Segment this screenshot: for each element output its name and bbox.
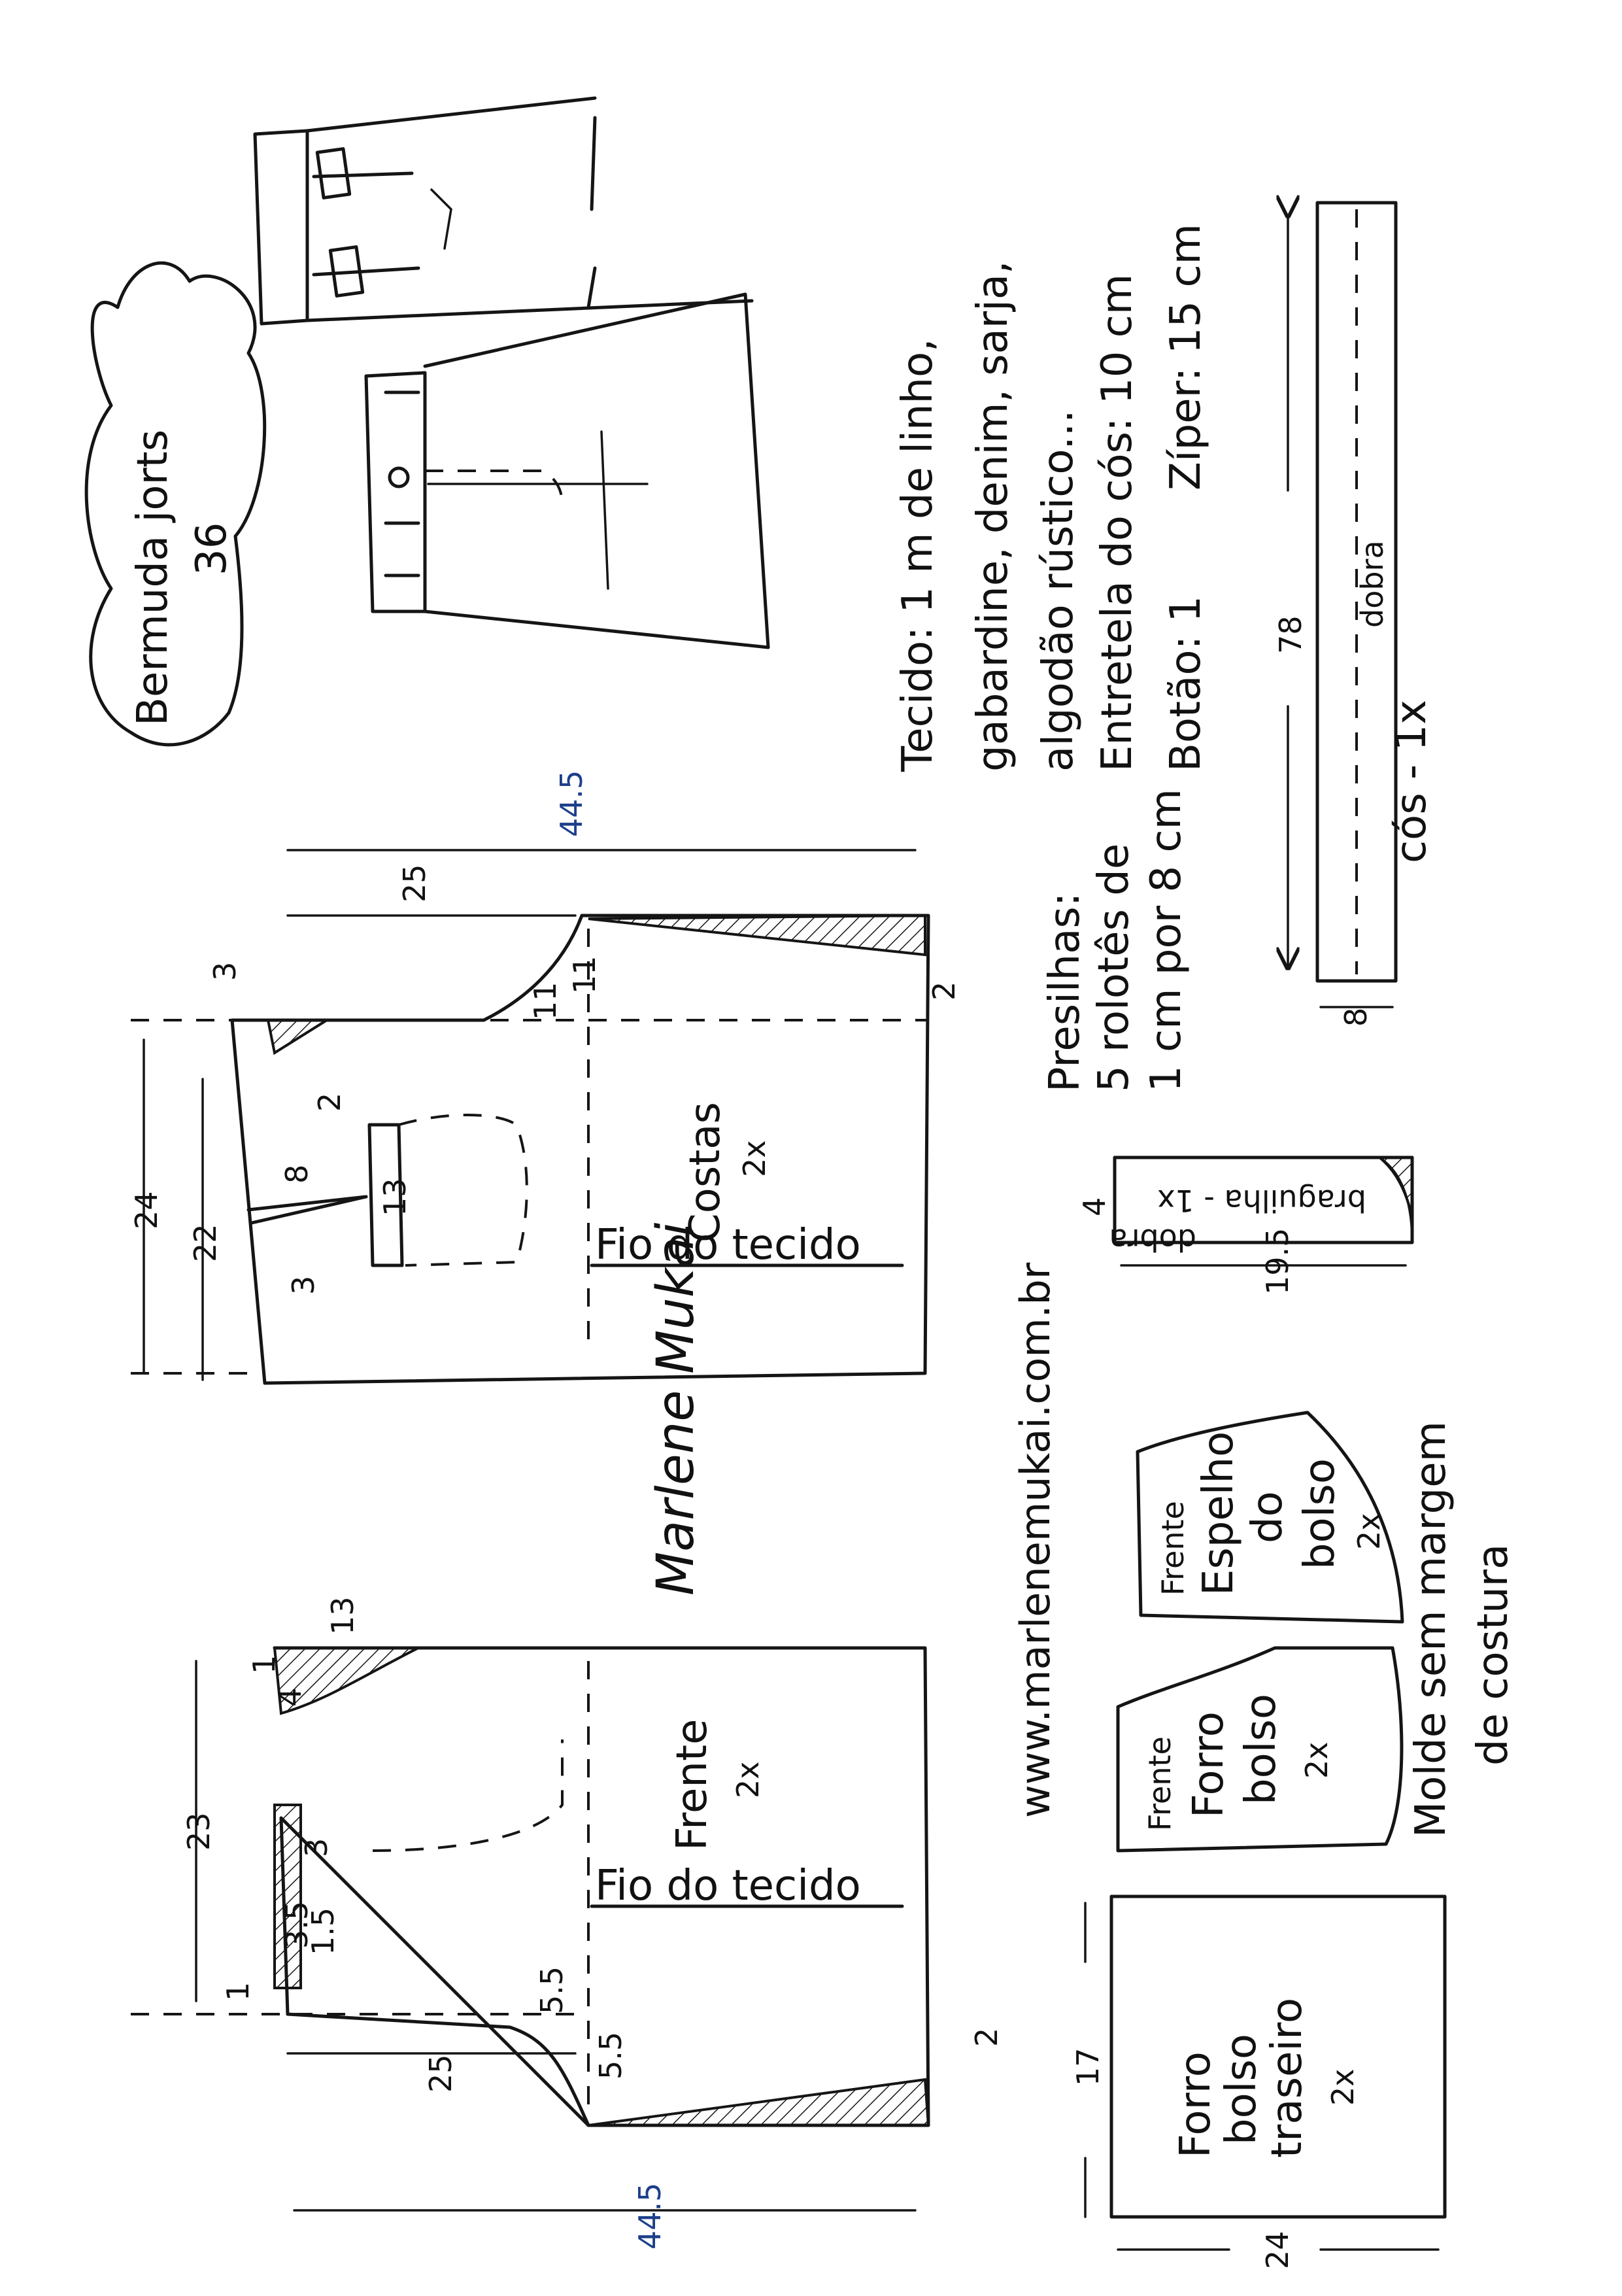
frente-d55a: 5.5 — [534, 1966, 569, 2014]
presilhas-line3: 1 cm por 8 cm — [1142, 789, 1191, 1092]
costas-pocket-h: 8 — [279, 1164, 314, 1184]
costas-d2a: 2 — [312, 1092, 347, 1112]
frente-grain: Fio do tecido — [595, 1862, 861, 1910]
materials-tecido-cont2: algodão rústico... — [1034, 409, 1083, 772]
frente-waist: 23 — [181, 1812, 216, 1851]
costas-d3b: 3 — [286, 1275, 321, 1295]
costas-hip: 22 — [188, 1224, 223, 1262]
costas-length: 44.5 — [554, 770, 589, 837]
forro-bolso-count: 2x — [1299, 1741, 1334, 1779]
espelho-line2: Espelho — [1194, 1431, 1243, 1596]
braguilha-fold: dobra — [1109, 1222, 1196, 1258]
frente-d15: 1.5 — [305, 1907, 341, 1955]
forro-bolso-line1: Frente — [1142, 1736, 1177, 1831]
costas-waist: 24 — [129, 1191, 164, 1229]
title-text: Bermuda jorts — [129, 429, 177, 726]
costas-pocket-w: 13 — [377, 1178, 413, 1216]
note-line2: de costura — [1469, 1543, 1517, 1766]
costas-piece — [129, 770, 962, 1383]
frente-count: 2x — [730, 1761, 766, 1798]
materials-tecido-cont1: gabardine, denim, sarja, — [969, 260, 1017, 772]
signature-text: Marlene Mukai — [647, 1222, 705, 1596]
frente-d3: 3 — [299, 1838, 334, 1857]
costas-count: 2x — [737, 1140, 772, 1177]
presilhas-line1: Presilhas: — [1041, 892, 1089, 1092]
costas-crotch: 25 — [397, 864, 432, 902]
presilhas-block — [1041, 789, 1191, 1092]
espelho-line4: bolso — [1296, 1458, 1344, 1569]
frente-length: 44.5 — [632, 2182, 667, 2250]
forro-traseiro-width: 17 — [1070, 2048, 1106, 2086]
costas-d2b: 2 — [926, 981, 962, 1001]
website-text: www.marlenemukai.com.br — [1011, 1262, 1059, 1818]
forro-traseiro-line2: bolso — [1217, 2033, 1266, 2145]
costas-name: Costas — [681, 1102, 730, 1242]
braguilha-width: 4 — [1077, 1197, 1112, 1216]
forro-bolso-piece — [1118, 1648, 1402, 1851]
cos-length: 78 — [1273, 615, 1308, 654]
costas-d11a: 11 — [528, 982, 563, 1020]
forro-bolso-line3: bolso — [1237, 1693, 1285, 1805]
espelho-piece — [1138, 1413, 1402, 1622]
cos-width: 8 — [1338, 1007, 1374, 1027]
forro-traseiro-piece — [1070, 1896, 1445, 2269]
braguilha-length: 19.5 — [1260, 1227, 1295, 1295]
frente-d4: 4 — [273, 1687, 308, 1707]
presilhas-line2: 5 rolotês de — [1090, 843, 1138, 1092]
materials-tecido: Tecido: 1 m de linho, — [894, 338, 942, 772]
shorts-sketch — [255, 98, 768, 647]
materials-entretela: Entretela do cós: 10 cm — [1093, 273, 1141, 772]
frente-name: Frente — [668, 1719, 717, 1851]
frente-crotch: 25 — [423, 2054, 458, 2093]
materials-ziper: Zíper: 15 cm — [1162, 223, 1210, 490]
frente-d1a: 1 — [246, 1654, 282, 1674]
costas-d11b: 11 — [567, 955, 602, 994]
frente-top-side: 13 — [325, 1596, 360, 1635]
frente-d2: 2 — [969, 2027, 1004, 2047]
note-line1: Molde sem margem — [1407, 1421, 1455, 1838]
frente-piece — [131, 1596, 1004, 2250]
frente-d55b: 5.5 — [593, 2031, 628, 2080]
espelho-count: 2x — [1351, 1513, 1387, 1550]
cos-piece — [1273, 203, 1436, 1027]
frente-d1b: 1 — [220, 1981, 256, 2001]
forro-traseiro-length: 24 — [1260, 2231, 1295, 2269]
cos-name: cós - 1x — [1387, 699, 1436, 863]
cos-fold: dobra — [1355, 540, 1390, 628]
costas-grain: Fio do tecido — [595, 1221, 861, 1269]
materials-botao: Botão: 1 — [1162, 595, 1210, 772]
forro-traseiro-count: 2x — [1325, 2068, 1360, 2106]
materials-block — [894, 224, 1210, 772]
espelho-line3: do — [1243, 1491, 1292, 1543]
espelho-line1: Frente — [1155, 1501, 1191, 1596]
forro-traseiro-line1: Forro — [1172, 2051, 1220, 2158]
braguilha-name: braguilha - 1x — [1157, 1183, 1366, 1218]
braguilha-piece — [1077, 1157, 1412, 1295]
title-cloud — [86, 263, 265, 745]
note-block — [1407, 1421, 1517, 1838]
forro-traseiro-line3: traseiro — [1263, 1997, 1311, 2158]
size-text: 36 — [188, 522, 236, 575]
frente-d35: 3.5 — [279, 1900, 314, 1949]
forro-bolso-line2: Forro — [1185, 1711, 1233, 1818]
costas-d3a: 3 — [207, 961, 243, 981]
